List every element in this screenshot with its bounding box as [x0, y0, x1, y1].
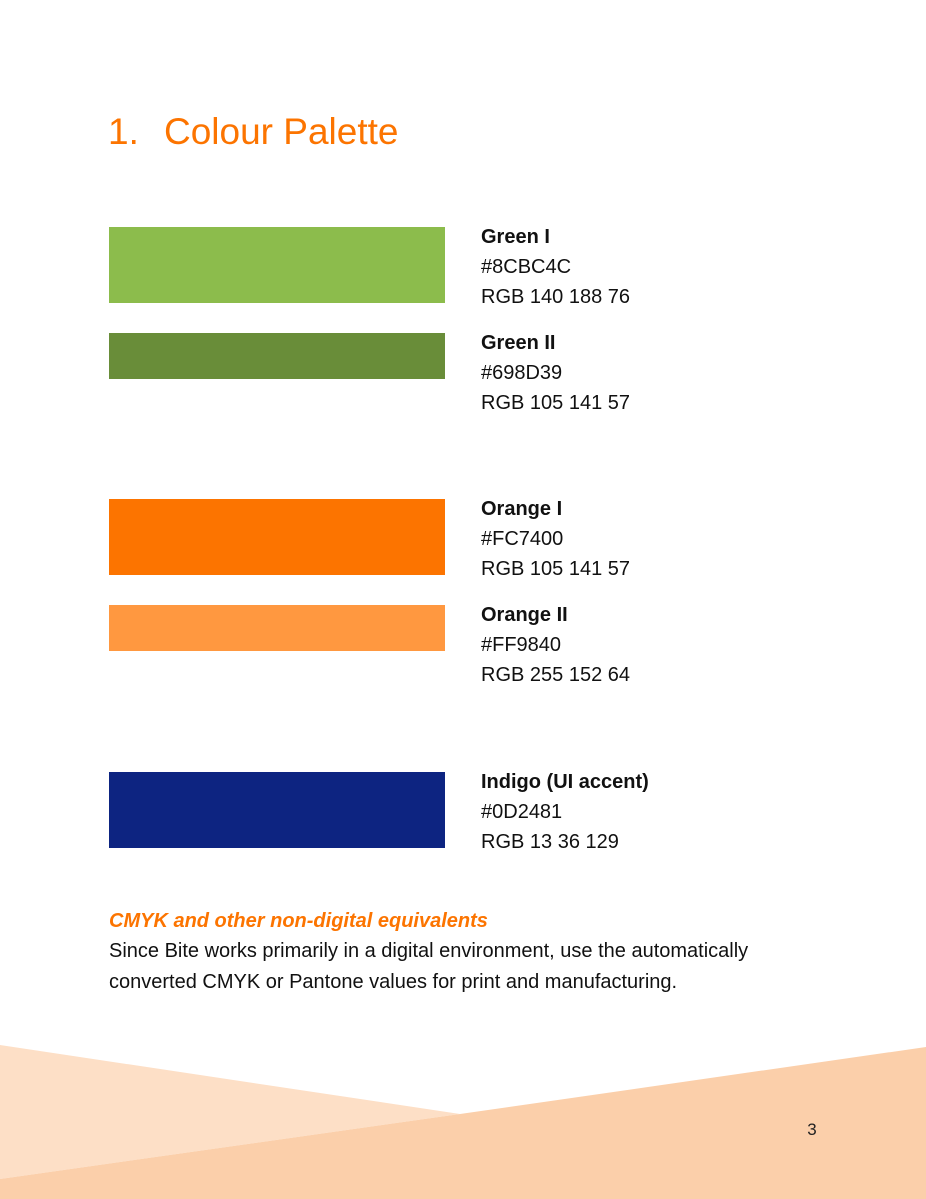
color-rgb: RGB 255 152 64: [481, 664, 630, 686]
color-rgb: RGB 140 188 76: [481, 286, 630, 308]
swatch-orange-2: [109, 605, 445, 651]
color-name: Orange I: [481, 498, 563, 520]
color-name: Green II: [481, 332, 556, 354]
page-number: 3: [807, 1120, 817, 1139]
section-number: 1.: [108, 111, 139, 152]
color-rgb: RGB 105 141 57: [481, 558, 630, 580]
note-heading: CMYK and other non-digital equivalents: [109, 910, 488, 932]
cmyk-note: [109, 906, 829, 998]
color-hex: #FC7400: [481, 528, 564, 550]
color-rgb: RGB 105 141 57: [481, 392, 630, 414]
page-title: [108, 108, 398, 156]
swatch-green-2: [109, 333, 445, 379]
color-hex: #FF9840: [481, 634, 562, 656]
swatch-indigo: [109, 772, 445, 848]
color-hex: #0D2481: [481, 801, 563, 823]
color-info-orange-2: [481, 600, 630, 690]
color-info-indigo: [481, 767, 649, 857]
color-info-green-1: [481, 222, 630, 312]
swatch-green-1: [109, 227, 445, 303]
section-title: Colour Palette: [164, 111, 399, 152]
color-info-orange-1: [481, 494, 630, 584]
color-info-green-2: [481, 328, 630, 418]
color-name: Orange II: [481, 604, 568, 626]
color-name: Green I: [481, 226, 550, 248]
note-body-line-2: converted CMYK or Pantone values for print and manufacturing.: [109, 971, 678, 993]
footer-decoration: [0, 1040, 926, 1199]
note-body-line-1: Since Bite works primarily in a digital environment, use the automatically: [109, 940, 749, 962]
color-hex: #8CBC4C: [481, 256, 572, 278]
color-name: Indigo (UI accent): [481, 771, 649, 793]
color-rgb: RGB 13 36 129: [481, 831, 619, 853]
swatch-orange-1: [109, 499, 445, 575]
color-hex: #698D39: [481, 362, 563, 384]
